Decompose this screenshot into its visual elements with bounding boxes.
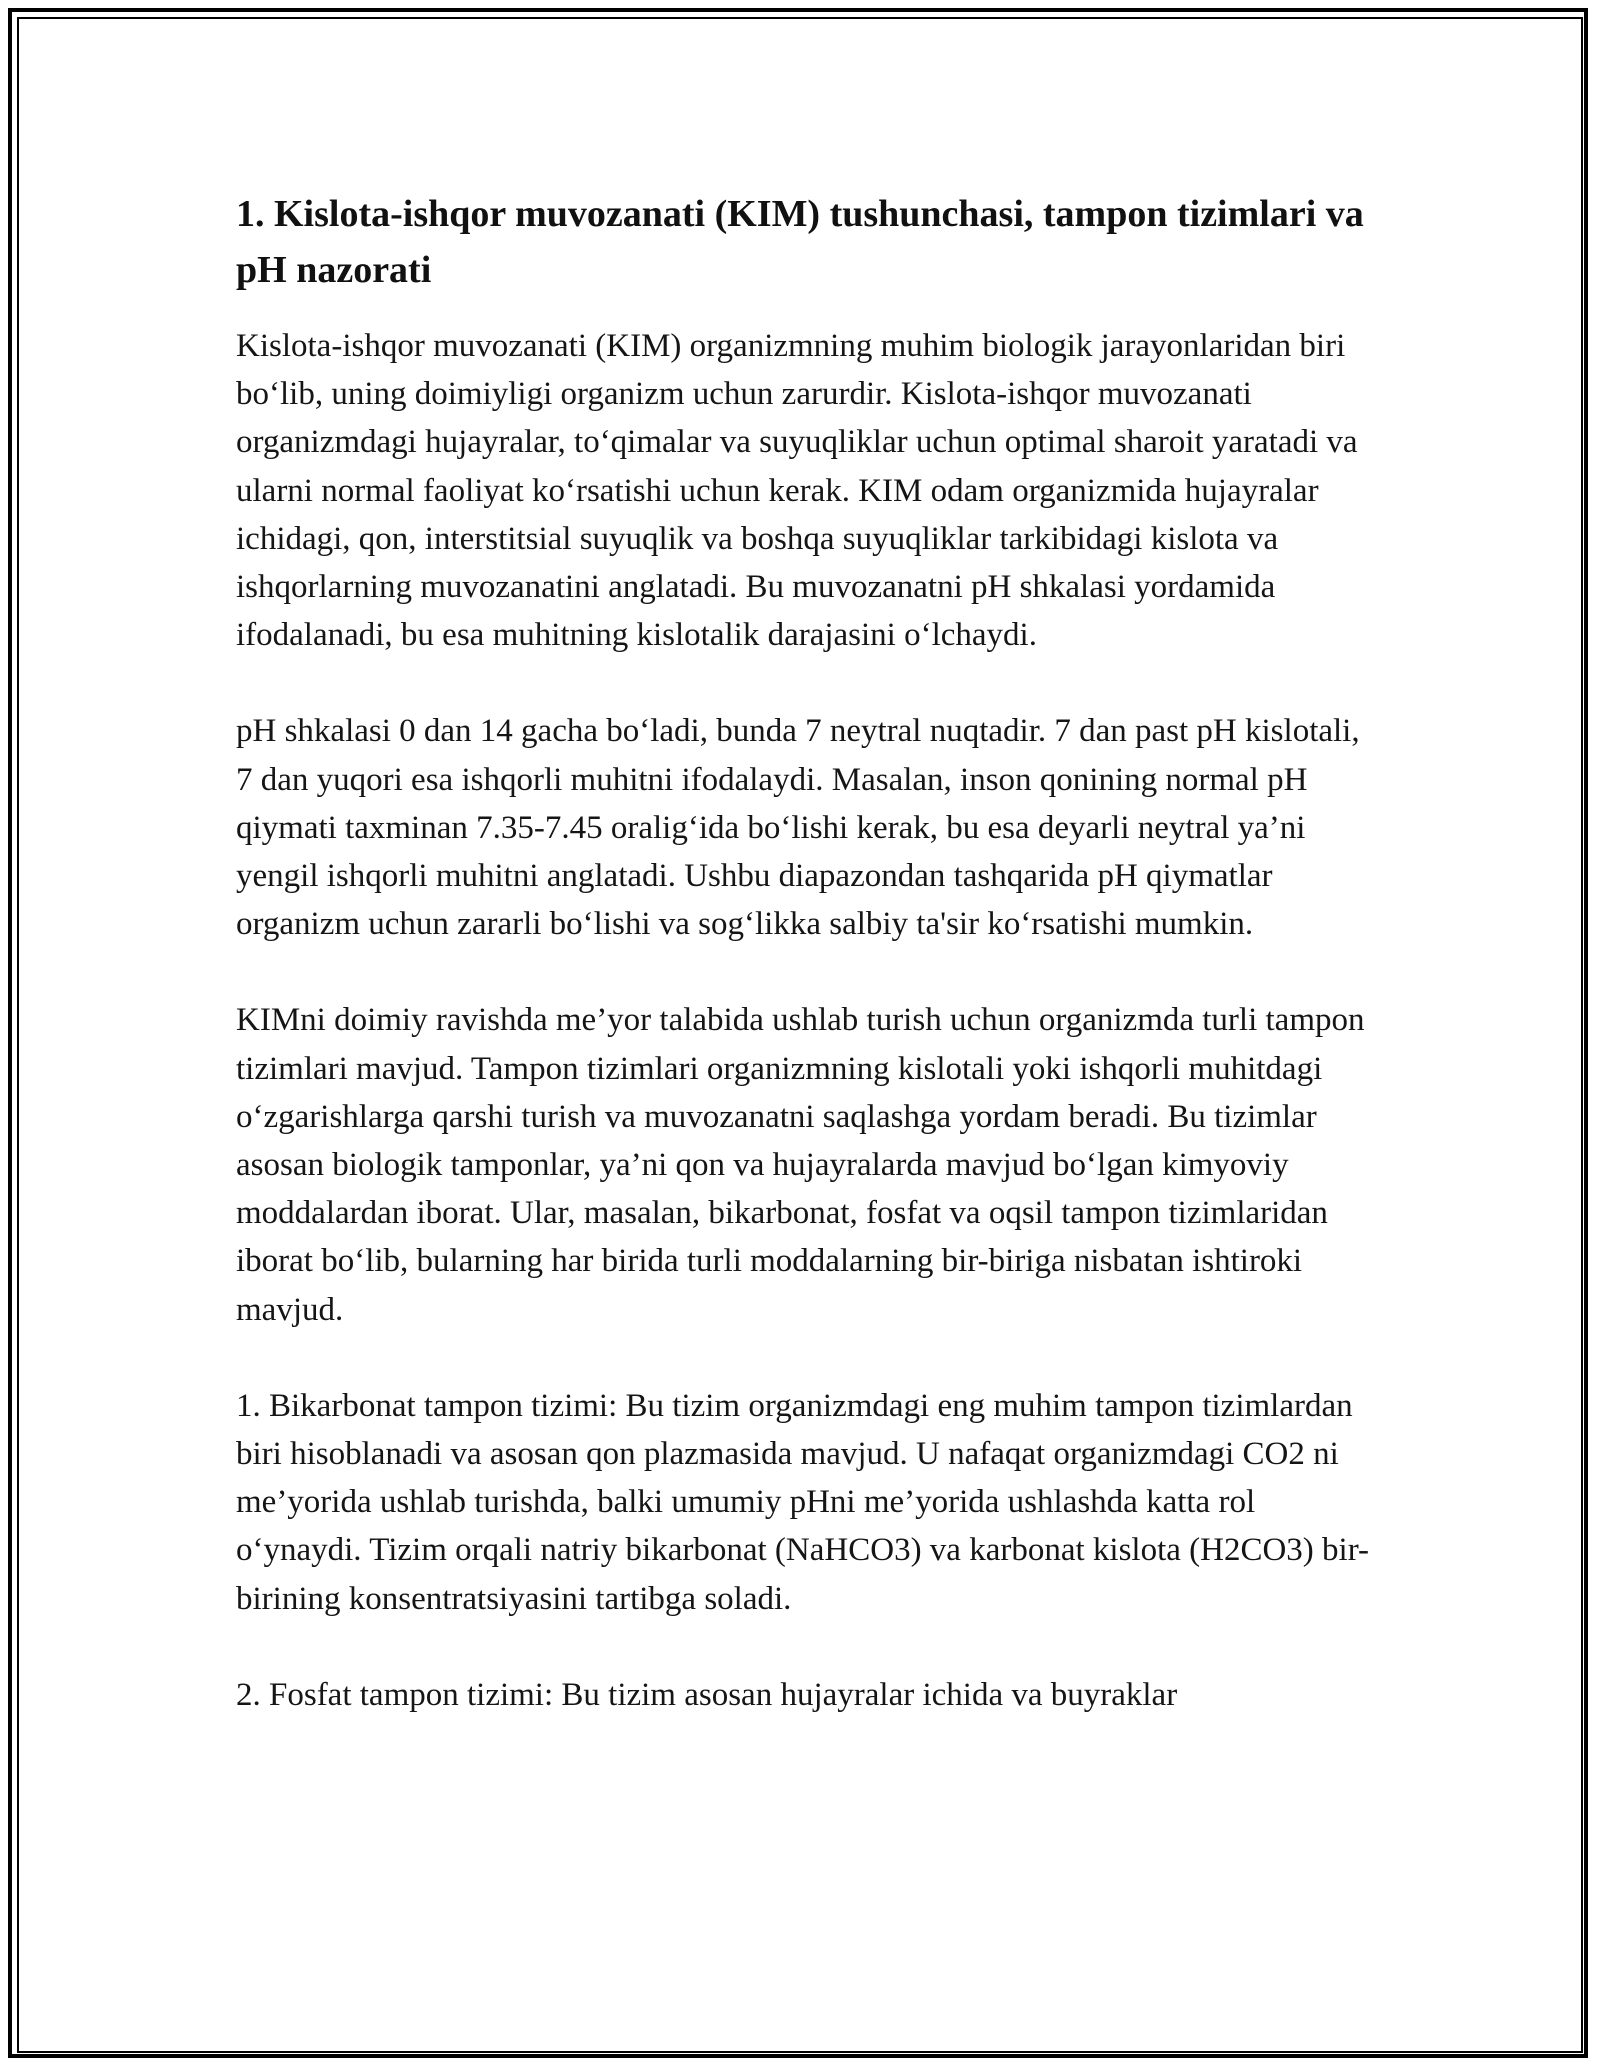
paragraph-phosphate-buffer: 2. Fosfat tampon tizimi: Bu tizim asosan hujayralar ichida va buyraklar [236, 1676, 1178, 1713]
paragraph-buffer-systems: KIMni doimiy ravishda me’yor talabida ushlab turish uchun organizmda turli tampon tizimlari mavjud. Tampon tizimlari organizmning kislotali yoki ishqorli muhitdagi o‘zgarishlarga qarshi turish va muvozanatni saqlashga yordam beradi. Bu tizimlar asosan biologik tamponlar, ya’ni qon va hujayralarda mavjud bo‘lgan kimyoviy moddalardan iborat. Ular, masalan, bikarbonat, fosfat va oqsil tampon tizimlaridan iborat bo‘lib, bularning har birida turli moddalarning bir-biriga nisbatan ishtiroki mavjud. [236, 1002, 1365, 1328]
paragraph-kim-definition: Kislota-ishqor muvozanati (KIM) organizmning muhim biologik jarayonlaridan biri bo‘lib, uning doimiyligi organizm uchun zarurdir. Kislota-ishqor muvozanati organizmdagi hujayralar, to‘qimalar va suyuqliklar uchun optimal sharoit yaratadi va ularni normal faoliyat ko‘rsatishi uchun kerak. KIM odam organizmida hujayralar ichidagi, qon, interstitsial suyuqlik va boshqa suyuqliklar tarkibidagi kislota va ishqorlarning muvozanatini anglatadi. Bu muvozanatni pH shkalasi yordamida ifodalanadi, bu esa muhitning kislotalik darajasini o‘lchaydi. [236, 328, 1358, 654]
paragraph-list [236, 322, 1372, 1719]
paragraph-ph-scale: pH shkalasi 0 dan 14 gacha bo‘ladi, bunda 7 neytral nuqtadir. 7 dan past pH kislotali, 7 dan yuqori esa ishqorli muhitni ifodalaydi. Masalan, inson qonining normal pH qiymati taxminan 7.35-7.45 oralig‘ida bo‘lishi kerak, bu esa deyarli neytral ya’ni yengil ishqorli muhitni anglatadi. Ushbu diapazondan tashqarida pH qiymatlar organizm uchun zararli bo‘lishi va sog‘likka salbiy ta'sir ko‘rsatishi mumkin. [236, 713, 1360, 943]
document-body [236, 186, 1372, 1719]
paragraph-bicarbonate-buffer: 1. Bikarbonat tampon tizimi: Bu tizim organizmdagi eng muhim tampon tizimlardan biri hisoblanadi va asosan qon plazmasida mavjud. U nafaqat organizmdagi CO2 ni me’yorida ushlab turishda, balki umumiy pHni me’yorida ushlashda katta rol o‘ynaydi. Tizim orqali natriy bikarbonat (NaHCO3) va karbonat kislota (H2CO3) bir-birining konsentratsiyasini tartibga soladi. [236, 1387, 1370, 1617]
section-heading: 1. Kislota-ishqor muvozanati (KIM) tushunchasi, tampon tizimlari va pH nazorati [236, 193, 1364, 291]
